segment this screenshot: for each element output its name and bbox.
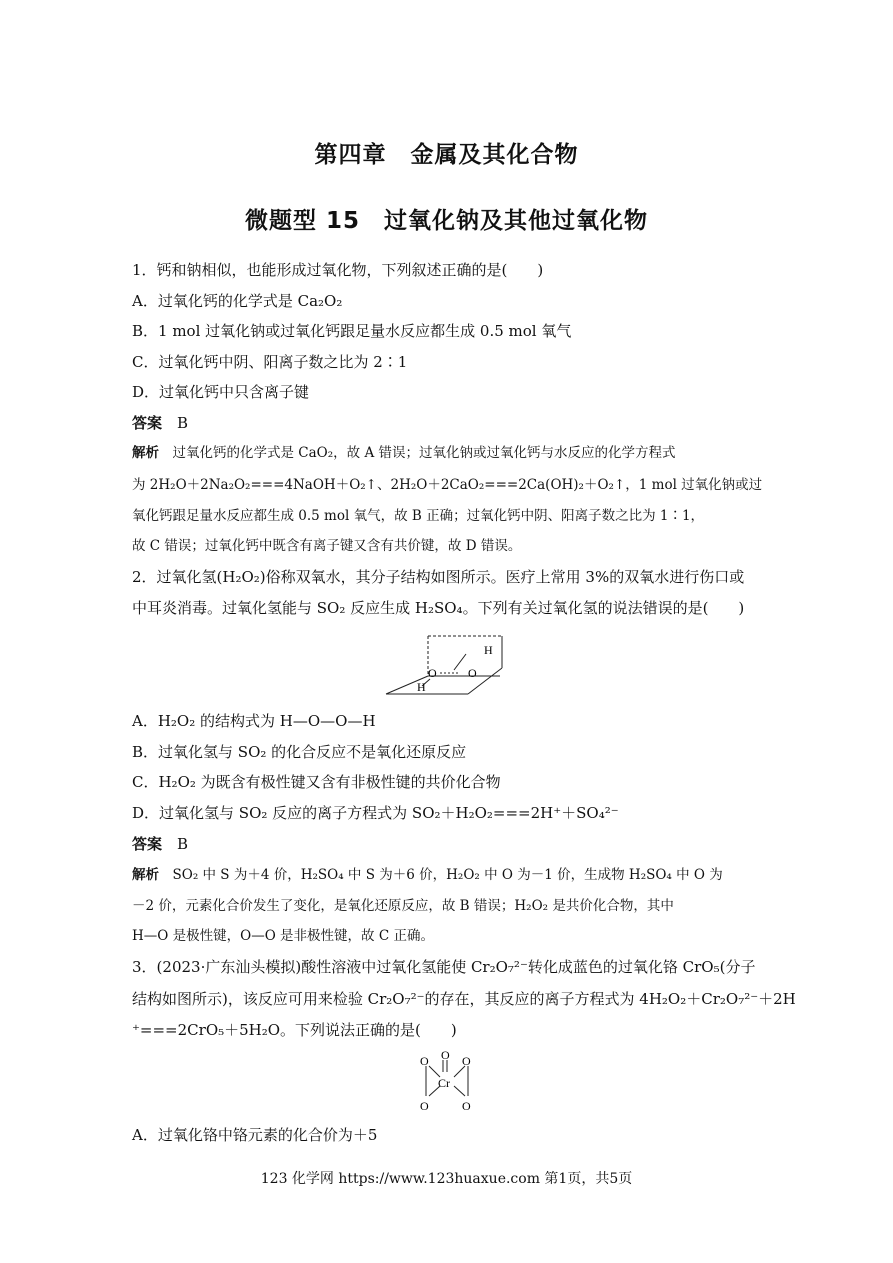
q1-option-b: B．1 mol 过氧化钠或过氧化钙跟足量水反应都生成 0.5 mol 氧气 <box>132 322 572 340</box>
q2-explanation-line <box>132 864 723 886</box>
cro5-structure-figure <box>412 1048 482 1118</box>
section-title: 微题型 15 过氧化钠及其他过氧化物 <box>244 208 648 234</box>
oxygen-atom-label: O <box>428 666 437 680</box>
q2-answer <box>132 833 188 855</box>
oxygen-atom-label: O <box>462 1099 471 1113</box>
q2-option-b: B．过氧化氢与 SO₂ 的化合反应不是氧化还原反应 <box>132 743 467 761</box>
answer-label: 答案 <box>132 835 163 853</box>
q2-explanation-line: －2 价，元素化合价发生了变化，是氧化还原反应，故 B 错误；H₂O₂ 是共价化合物，其中 <box>132 898 674 914</box>
q2-stem-line: 2．过氧化氢(H₂O₂)俗称双氧水，其分子结构如图所示。医疗上常用 3%的双氧水进行伤口或 <box>132 568 745 586</box>
q1-explanation-line <box>132 442 675 464</box>
page-footer: 123 化学网 https://www.123huaxue.com 第1页，共5页 <box>260 1171 633 1187</box>
q3-stem-line: 结构如图所示)，该反应可用来检验 Cr₂O₇²⁻的存在，其反应的离子方程式为 4H₂O₂＋Cr₂O₇²⁻＋2H <box>132 990 796 1008</box>
explanation-label: 解析 <box>132 445 159 461</box>
oxygen-atom-label: O <box>420 1099 429 1113</box>
oxygen-atom-label: O <box>420 1054 429 1068</box>
chapter-title: 第四章 金属及其化合物 <box>314 142 579 168</box>
answer-value: B <box>177 835 189 853</box>
q2-stem-line: 中耳炎消毒。过氧化氢能与 SO₂ 反应生成 H₂SO₄。下列有关过氧化氢的说法错误的是( ) <box>132 599 745 617</box>
explanation-label: 解析 <box>132 867 159 883</box>
h2o2-structure-figure <box>380 630 510 700</box>
chromium-atom-label: Cr <box>438 1076 450 1090</box>
q1-option-d: D．过氧化钙中只含离子键 <box>132 383 310 401</box>
q2-explanation-line: H—O 是极性键，O—O 是非极性键，故 C 正确。 <box>132 928 434 944</box>
q1-explanation-line: 故 C 错误；过氧化钙中既含有离子键又含有共价键，故 D 错误。 <box>132 538 522 554</box>
explanation-text: 过氧化钙的化学式是 CaO₂，故 A 错误；过氧化钠或过氧化钙与水反应的化学方程式 <box>172 445 676 461</box>
q1-answer <box>132 412 188 434</box>
q1-option-c: C．过氧化钙中阴、阳离子数之比为 2∶1 <box>132 353 408 371</box>
q3-option-a: A．过氧化铬中铬元素的化合价为＋5 <box>132 1126 378 1144</box>
answer-label: 答案 <box>132 414 163 432</box>
q2-option-a: A．H₂O₂ 的结构式为 H—O—O—H <box>132 712 376 730</box>
q1-stem: 1．钙和钠相似，也能形成过氧化物，下列叙述正确的是( ) <box>132 261 544 279</box>
q2-option-d: D．过氧化氢与 SO₂ 反应的离子方程式为 SO₂＋H₂O₂===2H⁺＋SO₄²⁻ <box>132 804 619 822</box>
explanation-text: SO₂ 中 S 为＋4 价，H₂SO₄ 中 S 为＋6 价，H₂O₂ 中 O 为－1 价，生成物 H₂SO₄ 中 O 为 <box>172 867 723 883</box>
hydrogen-atom-label: H <box>417 680 426 694</box>
answer-value: B <box>177 414 189 432</box>
hydrogen-atom-label: H <box>484 643 493 657</box>
q1-explanation-line: 为 2H₂O＋2Na₂O₂===4NaOH＋O₂↑、2H₂O＋2CaO₂===2Ca(OH)₂＋O₂↑，1 mol 过氧化钠或过 <box>132 477 763 493</box>
q1-option-a: A．过氧化钙的化学式是 Ca₂O₂ <box>132 292 343 310</box>
q3-stem-line: ⁺===2CrO₅＋5H₂O。下列说法正确的是( ) <box>132 1021 457 1039</box>
q2-option-c: C．H₂O₂ 为既含有极性键又含有非极性键的共价化合物 <box>132 773 501 791</box>
oxygen-atom-label: O <box>462 1054 471 1068</box>
oxygen-atom-label: O <box>468 666 477 680</box>
q3-stem-line: 3．(2023·广东汕头模拟)酸性溶液中过氧化氢能使 Cr₂O₇²⁻转化成蓝色的过氧化铬 CrO₅(分子 <box>132 958 756 976</box>
oxygen-atom-label: O <box>441 1048 450 1062</box>
q1-explanation-line: 氧化钙跟足量水反应都生成 0.5 mol 氧气，故 B 正确；过氧化钙中阴、阳离子数之比为 1∶1， <box>132 508 705 524</box>
